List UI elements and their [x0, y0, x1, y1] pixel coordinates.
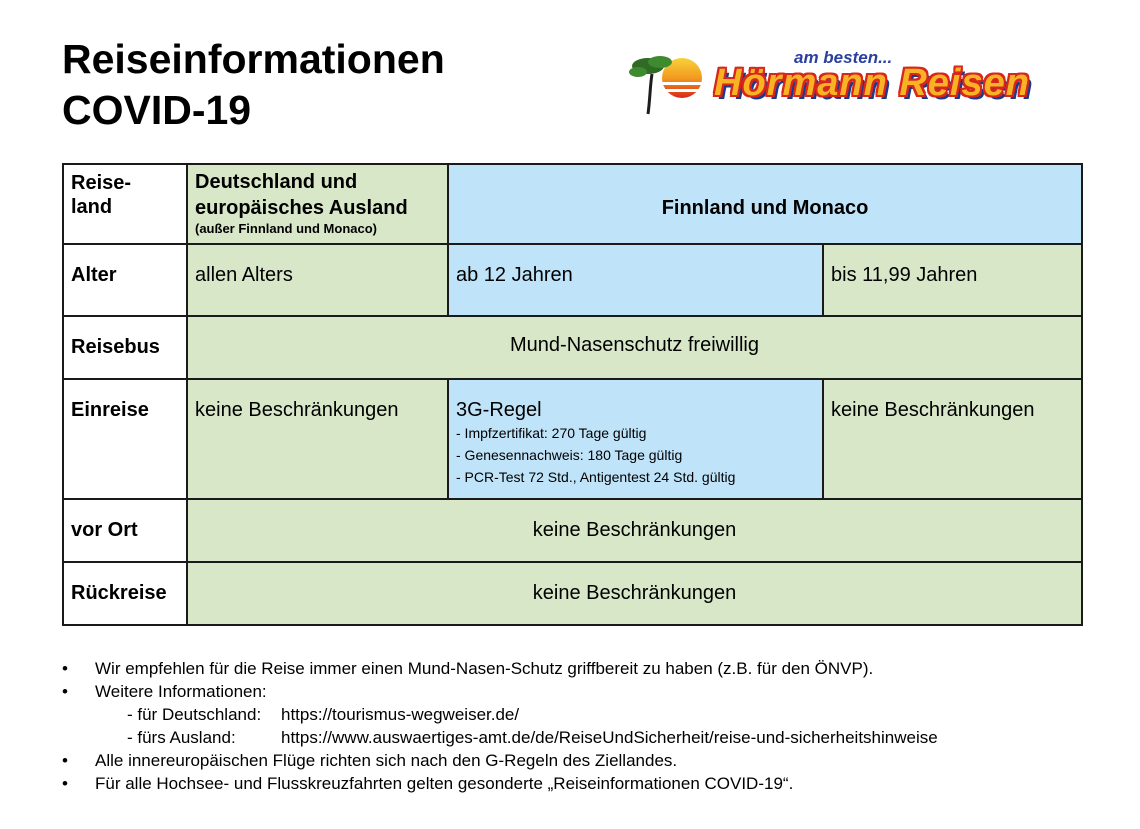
list-item: • Weitere Informationen:: [62, 680, 1102, 703]
title-line-1: Reiseinformationen: [62, 36, 445, 82]
cell-rueckreise: keine Beschränkungen: [187, 562, 1082, 625]
cell-finland-monaco: Finnland und Monaco: [448, 164, 1082, 244]
table-row: [63, 562, 1082, 625]
covid-info-table: [62, 163, 1083, 626]
table-row: [63, 164, 1082, 244]
row-label-reisebus: Reisebus: [63, 316, 187, 379]
3g-rule-title: 3G-Regel: [456, 399, 542, 421]
table-row: [63, 244, 1082, 316]
3g-rule-item: - Genesennachweis: 180 Tage gültig: [456, 447, 683, 463]
cell-einreise-3g: [448, 379, 823, 499]
title-line-2: COVID-19: [62, 87, 252, 133]
page-title: [62, 34, 445, 136]
cell-vor-ort: keine Beschränkungen: [187, 499, 1082, 562]
logo-tagline: am besten...: [794, 48, 893, 67]
hoermann-reisen-logo: [628, 46, 1083, 116]
link-germany[interactable]: https://tourismus-wegweiser.de/: [281, 705, 520, 724]
cell-reisebus: Mund-Nasenschutz freiwillig: [187, 316, 1082, 379]
row-label-vor-ort: vor Ort: [63, 499, 187, 562]
notes-list: [62, 657, 1102, 795]
table-row: [63, 499, 1082, 562]
table-row: [63, 379, 1082, 499]
list-item: • Für alle Hochsee- und Flusskreuzfahrten gelten gesonderte „Reiseinformationen COVID-19“.: [62, 772, 1102, 795]
logo-wordmark: Hörmann Reisen: [714, 62, 1030, 104]
cell-einreise-c3: keine Beschränkungen: [823, 379, 1082, 499]
cell-alter-under-12: bis 11,99 Jahren: [823, 244, 1082, 316]
link-label-germany: - für Deutschland:: [127, 705, 262, 724]
cell-germany-note: (außer Finnland und Monaco): [195, 221, 377, 236]
link-abroad[interactable]: https://www.auswaertiges-amt.de/de/ReiseUndSicherheit/reise-und-sicherheitshinweise: [281, 728, 938, 747]
3g-rule-item: - Impfzertifikat: 270 Tage gültig: [456, 425, 647, 441]
row-label-rueckreise: Rückreise: [63, 562, 187, 625]
row-label-alter: Alter: [63, 244, 187, 316]
cell-germany-europe: [187, 164, 448, 244]
3g-rule-item: - PCR-Test 72 Std., Antigentest 24 Std. gültig: [456, 469, 736, 485]
list-item-sub: [62, 726, 1102, 749]
table-row: [63, 316, 1082, 379]
list-item: • Alle innereuropäischen Flüge richten sich nach den G-Regeln des Ziellandes.: [62, 749, 1102, 772]
list-item-sub: [62, 703, 1102, 726]
row-label-einreise: Einreise: [63, 379, 187, 499]
cell-einreise-c1: keine Beschränkungen: [187, 379, 448, 499]
cell-germany-title: Deutschland und europäisches Ausland: [195, 171, 408, 219]
palm-tree-sun-icon: [628, 52, 708, 122]
cell-alter-12: ab 12 Jahren: [448, 244, 823, 316]
link-label-abroad: - fürs Ausland:: [127, 728, 236, 747]
list-item: • Wir empfehlen für die Reise immer einen Mund-Nasen-Schutz griffbereit zu haben (z.B. für den ÖNVP).: [62, 657, 1102, 680]
row-label-reiseland: Reise- land: [63, 164, 187, 244]
cell-alter-all: allen Alters: [187, 244, 448, 316]
